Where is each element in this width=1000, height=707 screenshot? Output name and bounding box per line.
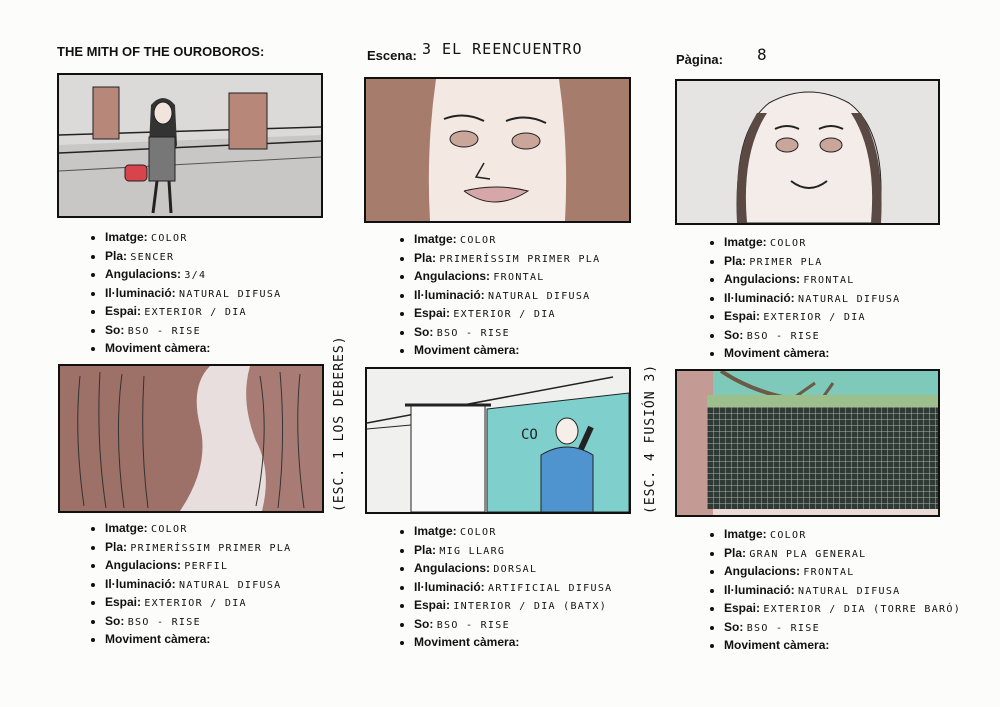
spec-illuminacio: • Il·luminació: NATURAL DIFUSA: [724, 582, 961, 601]
spec-imatge: • Imatge: COLOR: [414, 231, 600, 250]
spec-espai: • Espai: EXTERIOR / DIA: [105, 594, 291, 613]
spec-illuminacio: • Il·luminació: ARTIFICIAL DIFUSA: [414, 579, 612, 598]
spec-moviment: • Moviment càmera:: [724, 637, 961, 656]
spec-espai: • Espai: INTERIOR / DIA (BATX): [414, 597, 612, 616]
spec-angulacions: • Angulacions: DORSAL: [414, 560, 612, 579]
document-title: THE MITH OF THE OUROBOROS:: [57, 44, 265, 59]
scene-value: 3 EL REENCUENTRO: [422, 40, 583, 58]
spec-pla: • Pla: SENCER: [105, 248, 282, 267]
spec-list-2: [396, 231, 600, 361]
storyboard-frame-4: [58, 364, 324, 513]
spec-moviment: • Moviment càmera:: [105, 631, 291, 650]
profile-hair-drawing: [60, 366, 322, 511]
spec-illuminacio: • Il·luminació: NATURAL DIFUSA: [105, 576, 291, 595]
spec-imatge: • Imatge: COLOR: [105, 520, 291, 539]
spec-list-3: [706, 234, 901, 364]
spec-list-1: [87, 229, 282, 359]
spec-pla: • Pla: GRAN PLA GENERAL: [724, 545, 961, 564]
spec-angulacions: • Angulacions: 3/4: [105, 266, 282, 285]
spec-espai: • Espai: EXTERIOR / DIA: [414, 305, 600, 324]
spec-imatge: • Imatge: COLOR: [105, 229, 282, 248]
spec-moviment: • Moviment càmera:: [724, 345, 901, 364]
spec-illuminacio: • Il·luminació: NATURAL DIFUSA: [414, 287, 600, 306]
spec-espai: • Espai: EXTERIOR / DIA (TORRE BARÓ): [724, 600, 961, 619]
spec-illuminacio: • Il·luminació: NATURAL DIFUSA: [105, 285, 282, 304]
spec-imatge: • Imatge: COLOR: [724, 234, 901, 253]
spec-pla: • Pla: PRIMERÍSSIM PRIMER PLA: [105, 539, 291, 558]
spec-list-6: [706, 526, 961, 656]
side-label-right: (ESC. 4 FUSIÓN 3): [643, 363, 658, 514]
spec-angulacions: • Angulacions: FRONTAL: [414, 268, 600, 287]
storyboard-frame-1: [57, 73, 323, 218]
spec-so: • So: BSO - RISE: [105, 613, 291, 632]
spec-angulacions: • Angulacions: FRONTAL: [724, 271, 901, 290]
spec-moviment: • Moviment càmera:: [105, 340, 282, 359]
walking-girl-drawing: [59, 75, 321, 216]
storyboard-frame-5: [365, 367, 631, 514]
spec-list-5: [396, 523, 612, 653]
spec-imatge: • Imatge: COLOR: [414, 523, 612, 542]
spec-imatge: • Imatge: COLOR: [724, 526, 961, 545]
spec-so: • So: BSO - RISE: [724, 619, 961, 638]
scene-label: Escena:: [367, 48, 417, 63]
spec-so: • So: BSO - RISE: [724, 327, 901, 346]
spec-so: • So: BSO - RISE: [414, 616, 612, 635]
spec-pla: • Pla: PRIMER PLA: [724, 253, 901, 272]
spec-so: • So: BSO - RISE: [105, 322, 282, 341]
storyboard-frame-2: [364, 77, 631, 223]
page-value: 8: [757, 45, 768, 64]
spec-moviment: • Moviment càmera:: [414, 342, 600, 361]
spec-list-4: [87, 520, 291, 650]
blackboard-text: CO: [521, 427, 538, 443]
spec-moviment: • Moviment càmera:: [414, 634, 612, 653]
classroom-drawing: [367, 369, 629, 512]
spec-angulacions: • Angulacions: PERFIL: [105, 557, 291, 576]
page-label: Pàgina:: [676, 52, 723, 67]
storyboard-frame-3: [675, 79, 940, 225]
spec-espai: • Espai: EXTERIOR / DIA: [105, 303, 282, 322]
spec-angulacions: • Angulacions: FRONTAL: [724, 563, 961, 582]
spec-so: • So: BSO - RISE: [414, 324, 600, 343]
spec-illuminacio: • Il·luminació: NATURAL DIFUSA: [724, 290, 901, 309]
face-portrait-drawing: [677, 81, 938, 223]
face-closeup-drawing: [366, 79, 629, 221]
landscape-grid-drawing: [677, 371, 938, 515]
storyboard-frame-6: [675, 369, 940, 517]
spec-pla: • Pla: PRIMERÍSSIM PRIMER PLA: [414, 250, 600, 269]
spec-espai: • Espai: EXTERIOR / DIA: [724, 308, 901, 327]
side-label-left: (ESC. 1 LOS DEBERES): [332, 335, 347, 512]
spec-pla: • Pla: MIG LLARG: [414, 542, 612, 561]
